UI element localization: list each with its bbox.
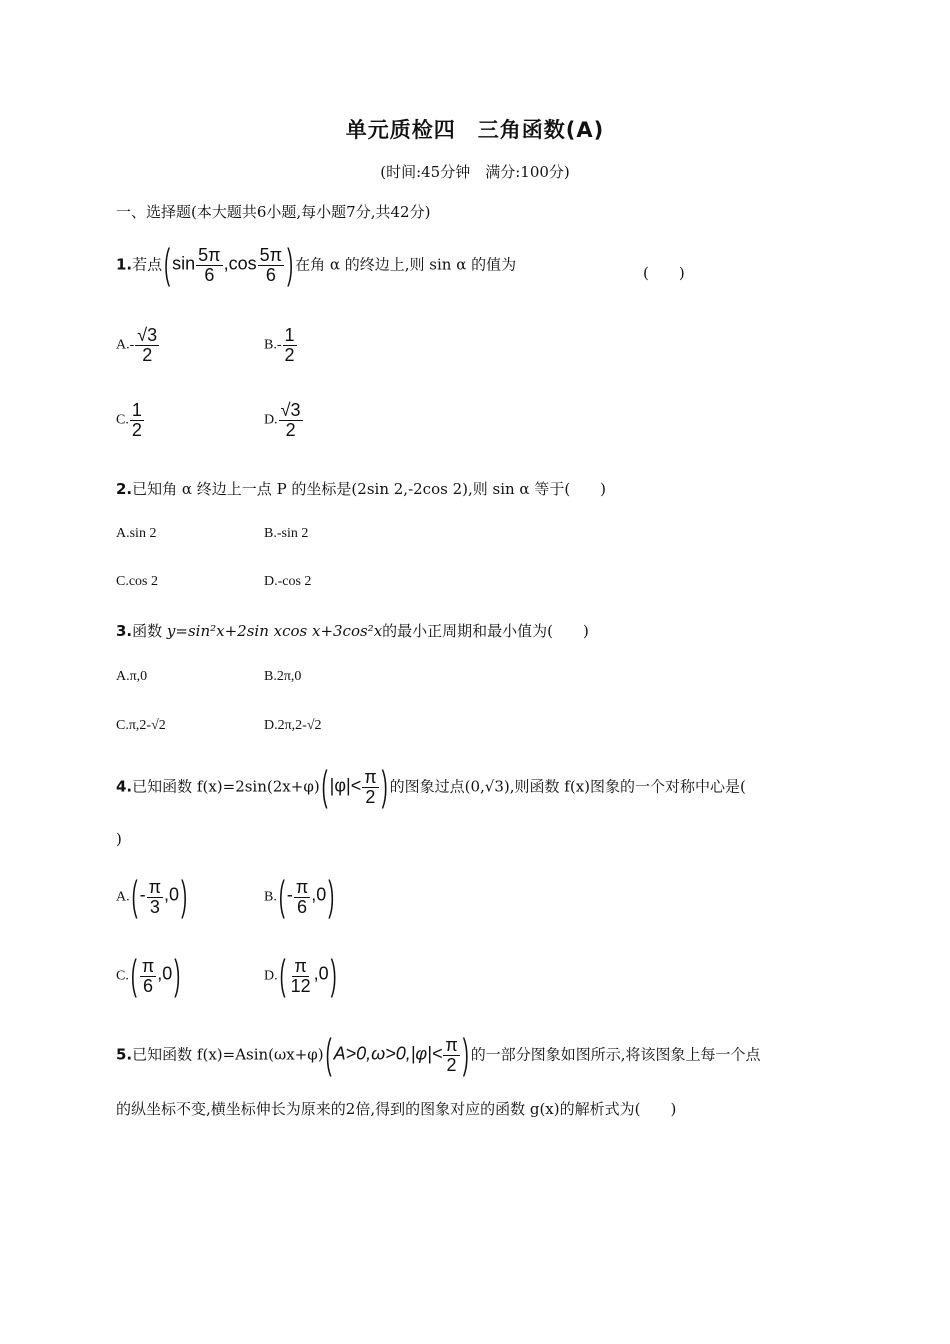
- formula: y=sin²x+2sin xcos x+3cos²x: [166, 622, 383, 640]
- section-heading: 一、选择题(本大题共6小题,每小题7分,共42分): [116, 203, 431, 221]
- option-c[interactable]: C. ( $\frac{\pi}{6}$ ,0 ): [116, 952, 181, 999]
- question-text: 的图象过点(0,√3),则函数 f(x)图象的一个对称中心是(: [389, 777, 746, 796]
- option-d[interactable]: D.-cos 2: [264, 574, 312, 589]
- left-paren: (: [325, 1031, 332, 1078]
- option-a[interactable]: A. ( - $\frac{\pi}{3}$ ,0 ): [116, 873, 188, 920]
- right-paren: ): [381, 763, 388, 810]
- option-c[interactable]: C. $\frac{1}{2}$: [116, 400, 142, 440]
- page-title: 单元质检四 三角函数(A): [345, 118, 605, 142]
- right-paren: ): [287, 241, 294, 288]
- question-4: 4.已知函数 f(x)=2sin(2x+φ) ( |φ|< $\frac{\pi}{2}$ ) 的图象过点(0,√3),则函数 f(x)图象的一个对称中心是(: [116, 768, 746, 807]
- question-text: 已知角 α 终边上一点 P 的坐标是(2sin 2,-2cos 2),则 sin α 等于( ): [132, 480, 607, 498]
- question-1: 1.若点 ( sin $\frac{5\pi}{6}$ ,cos $\frac{5\pi}{6}$ ) 在角 α 的终边上,则 sin α 的值为: [116, 246, 516, 285]
- question-text: 的一部分图象如图所示,将该图象上每一个点: [470, 1045, 761, 1064]
- option-b[interactable]: B. ( - $\frac{\pi}{6}$ ,0 ): [264, 873, 335, 920]
- option-a[interactable]: A.π,0: [116, 669, 148, 684]
- question-5: 5.已知函数 f(x)=Asin(ωx+φ) ( A>0,ω>0,|φ|< $\frac{\pi}{2}$ ) 的一部分图象如图所示,将该图象上每一个点: [116, 1036, 761, 1075]
- question-text: 的最小正周期和最小值为( ): [382, 622, 589, 640]
- question-text: 函数: [132, 622, 167, 640]
- fraction: $\frac{\pi}{2}$: [364, 767, 377, 807]
- option-d[interactable]: D.2π,2-√2: [264, 718, 322, 733]
- question-2: [116, 478, 606, 499]
- right-paren: ): [462, 1031, 469, 1078]
- option-a[interactable]: A.- $\frac{√3}{2}$: [116, 325, 158, 365]
- answer-bracket: ( ): [643, 264, 685, 282]
- question-text: 已知函数 f(x)=Asin(ωx+φ): [132, 1045, 324, 1064]
- option-b[interactable]: B.-sin 2: [264, 526, 309, 541]
- question-number: 3.: [116, 622, 133, 640]
- option-a[interactable]: A.sin 2: [116, 526, 157, 541]
- left-paren: (: [321, 763, 328, 810]
- fraction: $\frac{5\pi}{6}$: [259, 245, 283, 285]
- option-b[interactable]: B.2π,0: [264, 669, 302, 684]
- question-text: 若点: [132, 255, 163, 274]
- question-text: 已知函数 f(x)=2sin(2x+φ): [132, 777, 320, 796]
- option-b[interactable]: B.- $\frac{1}{2}$: [264, 325, 295, 365]
- option-c[interactable]: C.π,2-√2: [116, 718, 166, 733]
- fraction: $\frac{\pi}{2}$: [445, 1035, 458, 1075]
- question-number: 4.: [116, 777, 133, 796]
- left-paren: (: [164, 241, 171, 288]
- question-number: 1.: [116, 255, 133, 274]
- question-4-wrap: ): [116, 830, 122, 848]
- question-number: 5.: [116, 1045, 133, 1064]
- page-subtitle: (时间:45分钟 满分:100分): [380, 163, 570, 181]
- question-text: 在角 α 的终边上,则 sin α 的值为: [295, 255, 517, 274]
- option-d[interactable]: D. ( $\frac{\pi}{12}$ ,0 ): [264, 952, 337, 999]
- question-number: 2.: [116, 480, 133, 498]
- question-5-line2: 的纵坐标不变,横坐标伸长为原来的2倍,得到的图象对应的函数 g(x)的解析式为( ): [116, 1100, 677, 1118]
- option-c[interactable]: C.cos 2: [116, 574, 158, 589]
- option-d[interactable]: D. $\frac{√3}{2}$: [264, 400, 301, 440]
- question-3: [116, 620, 589, 641]
- fraction: $\frac{5\pi}{6}$: [198, 245, 221, 285]
